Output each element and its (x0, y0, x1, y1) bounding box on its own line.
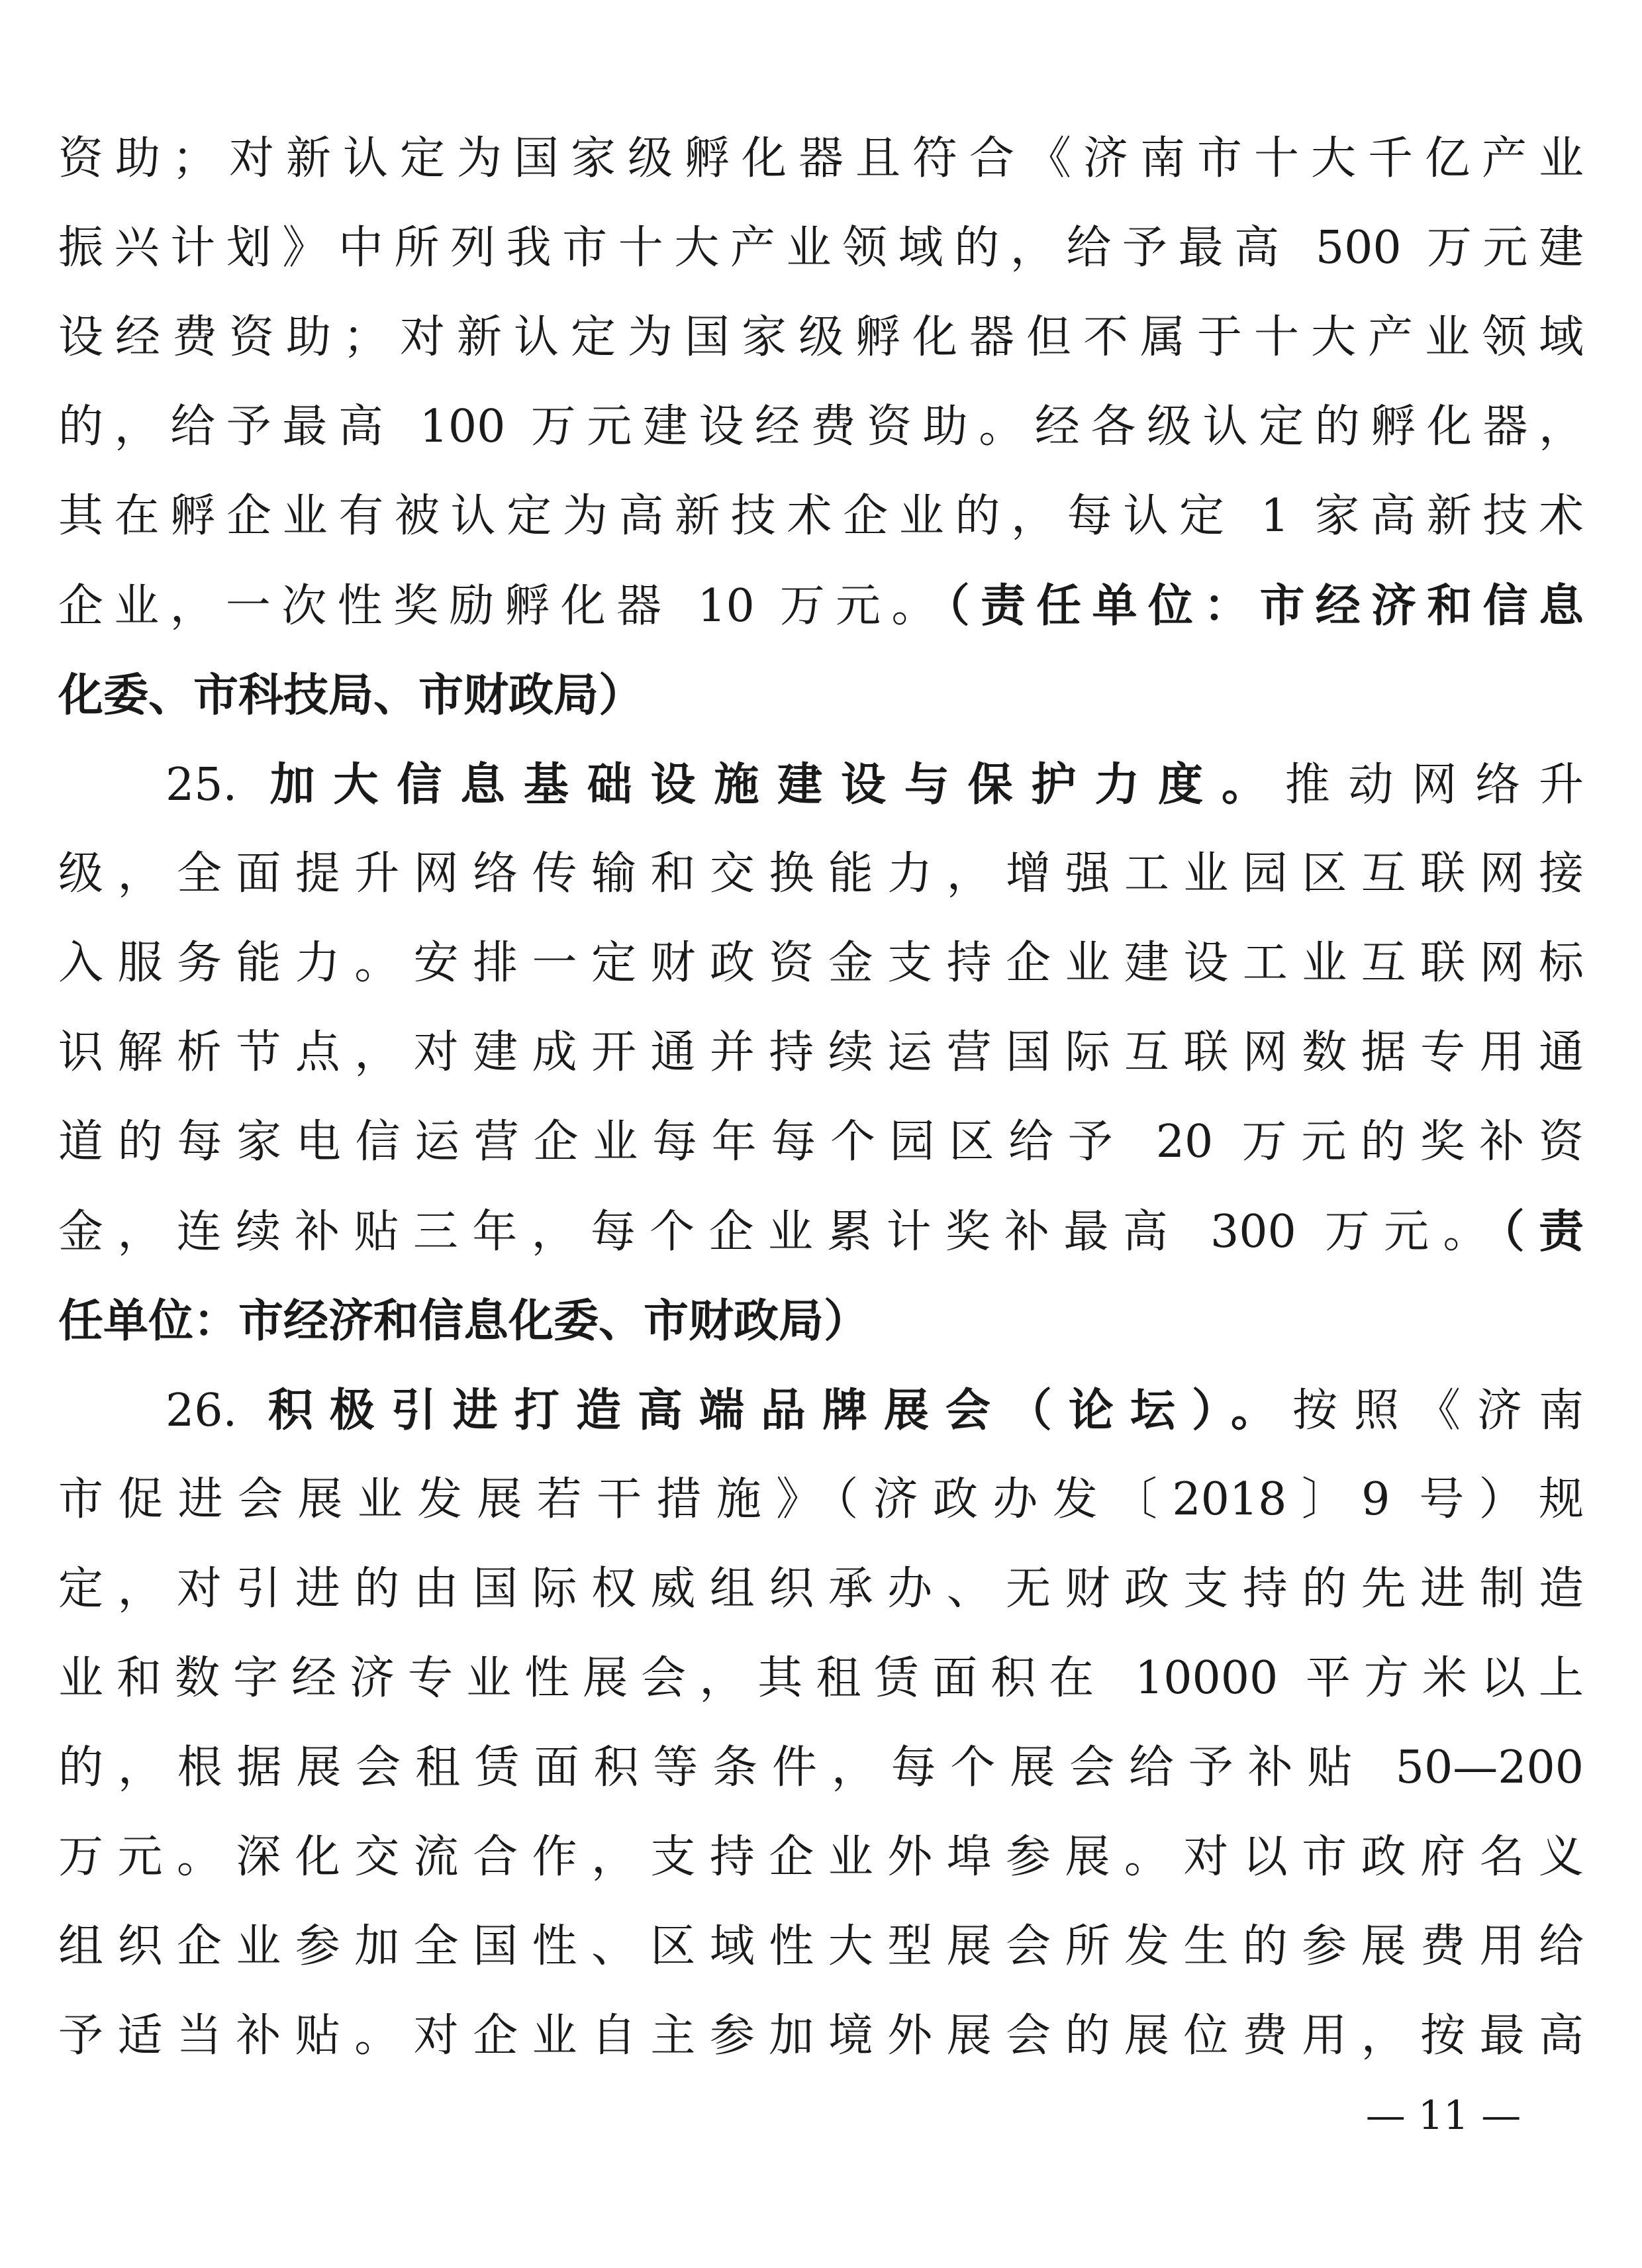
responsible-units: （责任单位：市经济和信息 (947, 579, 1584, 632)
body-line-3: 设经费资助；对新认定为国家级孵化器但不属于十大产业领域 (58, 311, 1584, 364)
body-line-16: 市促进会展业发展若干措施》（济政办发〔2018〕9 号）规 (58, 1473, 1584, 1526)
body-line-20: 万元。深化交流合作，支持企业外埠参展。对以市政府名义 (58, 1831, 1584, 1883)
responsible-units: （责 (1502, 1205, 1584, 1258)
item-title: 积极引进打造高端品牌展会（论坛）。 (267, 1384, 1292, 1437)
body-line-13: 金，连续补贴三年，每个企业累计奖补最高 300 万元。（责 (58, 1205, 1584, 1258)
item-26-heading-line: 26. 积极引进打造高端品牌展会（论坛）。按照《济南 (166, 1384, 1584, 1437)
body-line-17: 定，对引进的由国际权威组织承办、无财政支持的先进制造 (58, 1563, 1584, 1615)
body-line-10: 入服务能力。安排一定财政资金支持企业建设工业互联网标 (58, 937, 1584, 989)
responsible-units: 化委、市科技局、市财政局） (58, 669, 644, 722)
responsible-units: 任单位：市经济和信息化委、市财政局） (58, 1295, 869, 1348)
body-line-19: 的，根据展会租赁面积等条件，每个展会给予补贴 50—200 (58, 1742, 1584, 1794)
item-25-heading-line: 25. 加大信息基础设施建设与保护力度。推动网络升 (166, 758, 1584, 811)
body-line-11: 识解析节点，对建成开通并持续运营国际互联网数据专用通 (58, 1026, 1584, 1079)
body-line-21: 组织企业参加全国性、区域性大型展会所发生的参展费用给 (58, 1920, 1584, 1973)
item-number: 26. (166, 1385, 268, 1437)
body-line-12: 道的每家电信运营企业每年每个园区给予 20 万元的奖补资 (58, 1116, 1584, 1168)
body-line-4: 的，给予最高 100 万元建设经费资助。经各级认定的孵化器， (58, 401, 1584, 453)
body-line-6: 企业，一次性奖励孵化器 10 万元。（责任单位：市经济和信息 (58, 579, 1584, 632)
page-number: — 11 — (1365, 2093, 1521, 2139)
body-line-9: 级，全面提升网络传输和交换能力，增强工业园区互联网接 (58, 848, 1584, 900)
body-line-14 (58, 1291, 1584, 1351)
body-line-7 (58, 666, 1584, 725)
body-line-5: 其在孵企业有被认定为高新技术企业的，每认定 1 家高新技术 (58, 490, 1584, 542)
body-line-18: 业和数字经济专业性展会，其租赁面积在 10000 平方米以上 (58, 1652, 1584, 1704)
body-line-1: 资助；对新认定为国家级孵化器且符合《济南市十大千亿产业 (58, 132, 1584, 185)
item-title: 加大信息基础设施建设与保护力度。 (269, 758, 1285, 811)
body-line-2: 振兴计划》中所列我市十大产业领域的，给予最高 500 万元建 (58, 222, 1584, 274)
body-line-22: 予适当补贴。对企业自主参加境外展会的展位费用，按最高 (58, 2010, 1584, 2062)
item-number: 25. (166, 759, 270, 811)
